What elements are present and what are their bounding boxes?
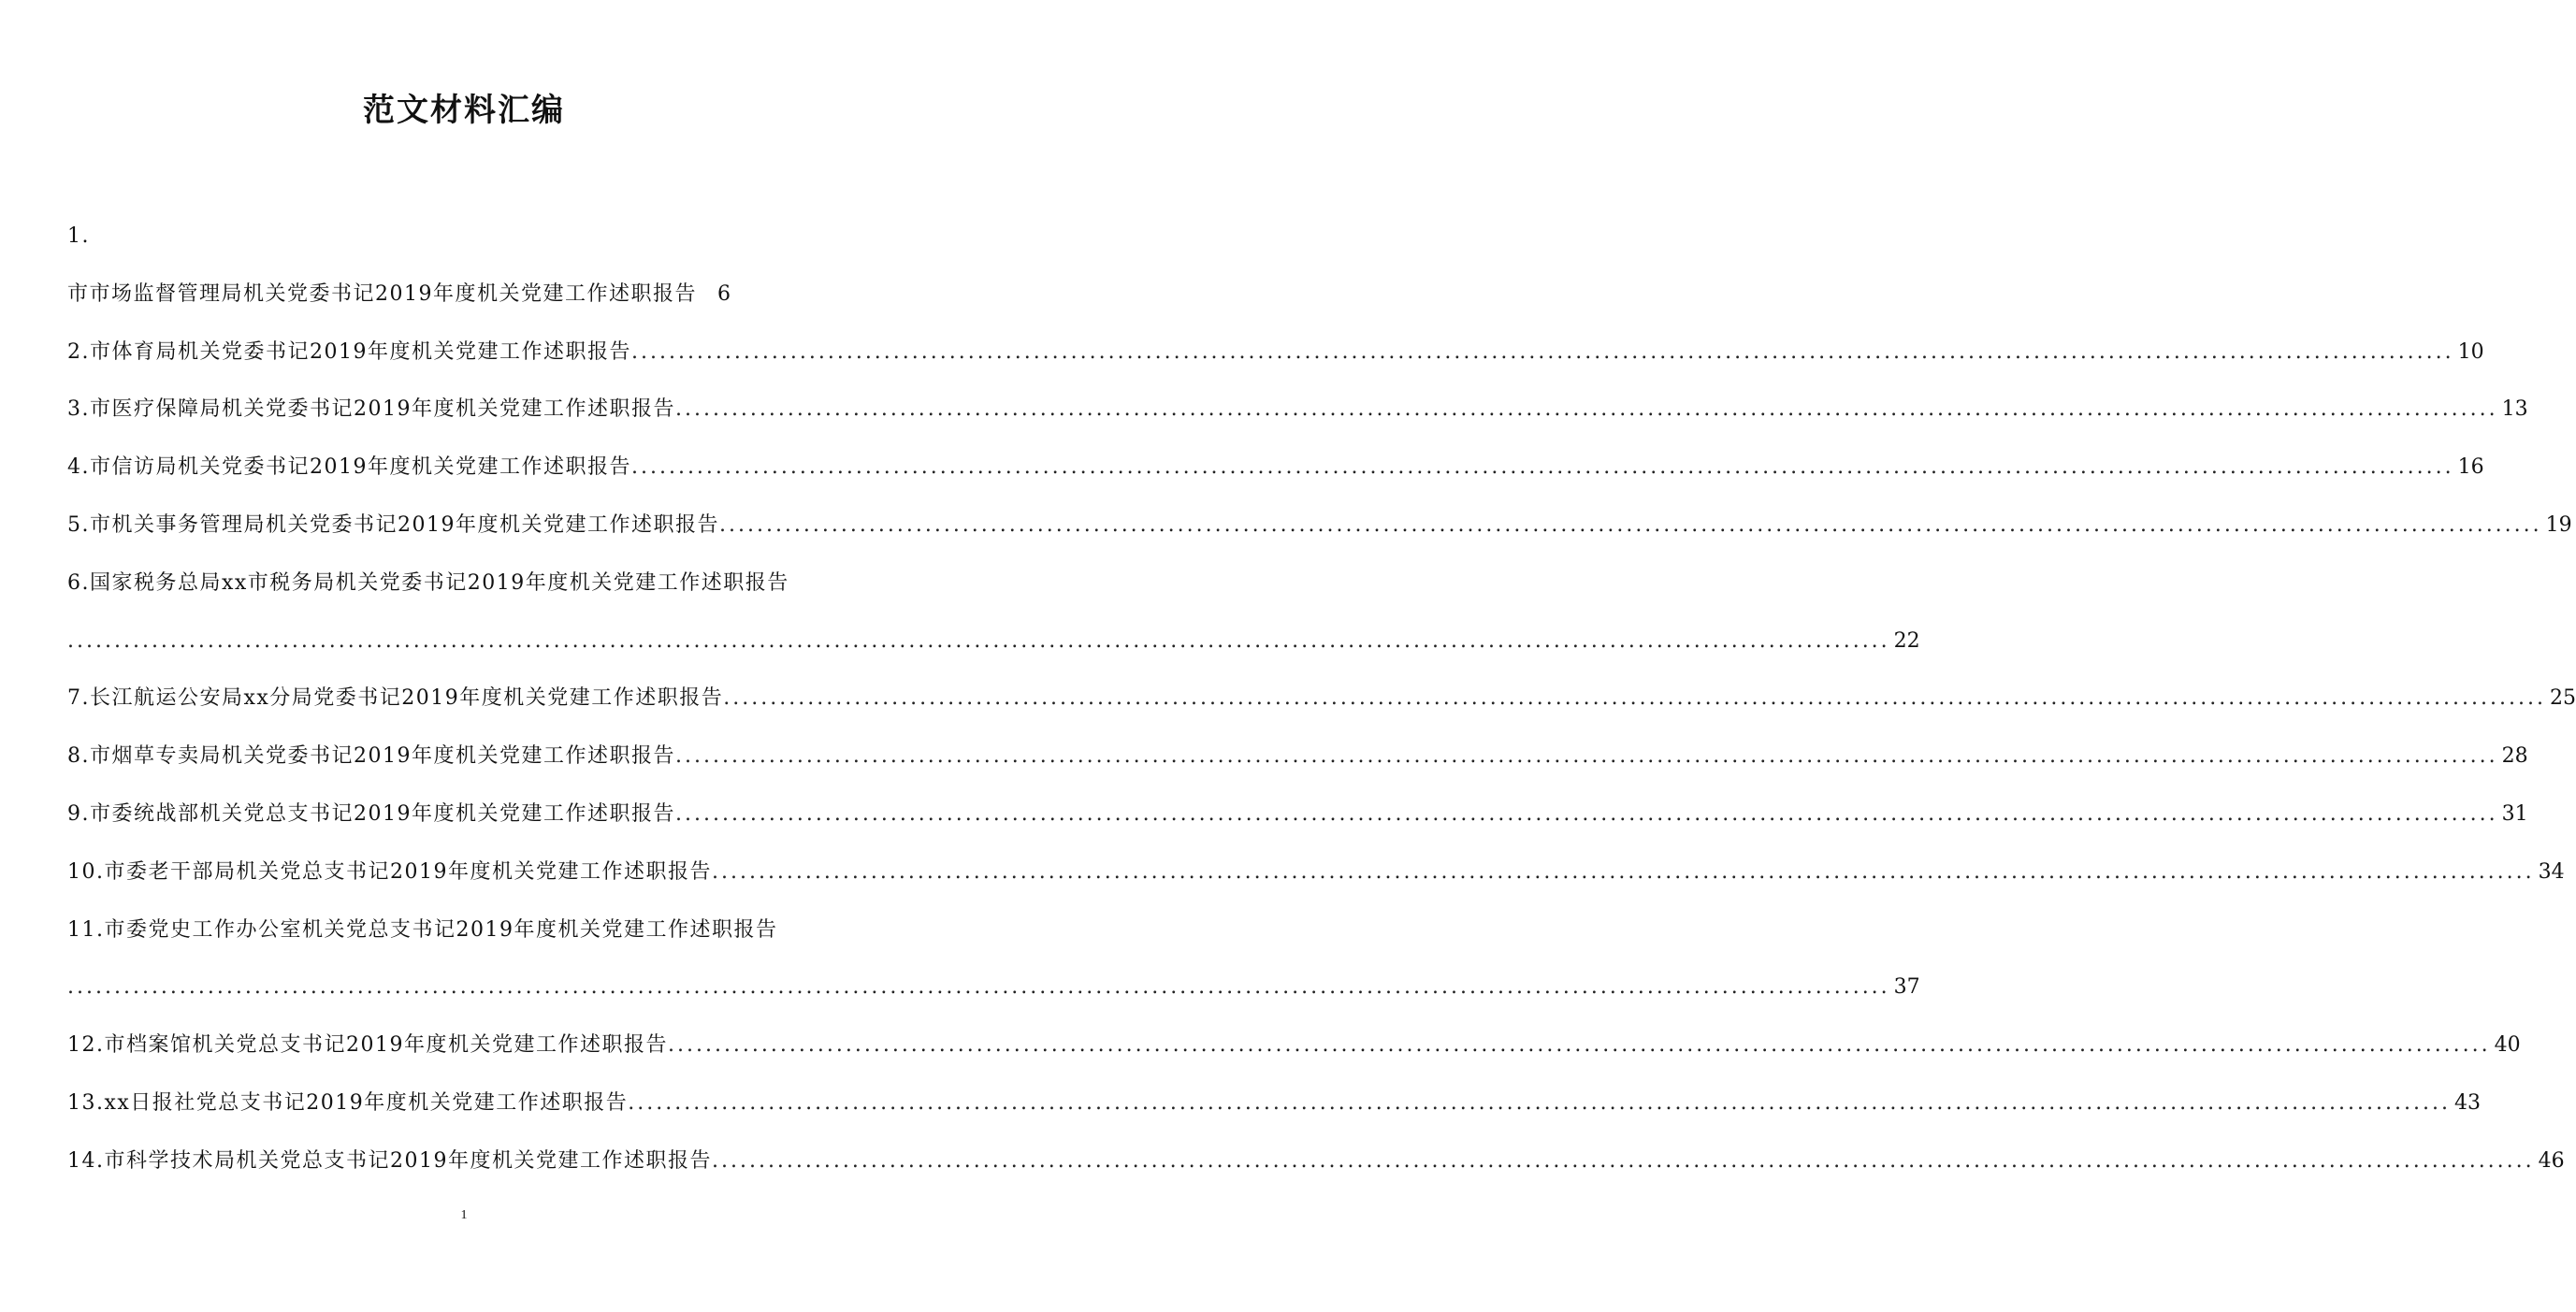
toc-entry-13[interactable] <box>67 1074 2481 1132</box>
toc-entry-2[interactable] <box>67 324 2484 382</box>
dot-leader: ................................................................................................................................................................................................... <box>67 628 1890 653</box>
toc-entry-page: 16 <box>2457 455 2484 480</box>
toc-entry-page: 13 <box>2501 397 2528 422</box>
toc-entry-page: 46 <box>2538 1148 2565 1173</box>
toc-entry-title: 3.市医疗保障局机关党委书记2019年度机关党建工作述职报告 <box>67 397 675 422</box>
dot-leader: ................................................................................................................................................................................................... <box>67 975 1890 1000</box>
toc-entry-1-number-line[interactable] <box>67 208 883 266</box>
toc-entry-title: 5.市机关事务管理局机关党委书记2019年度机关党建工作述职报告 <box>67 512 719 537</box>
toc-entry-5[interactable] <box>67 497 2572 555</box>
toc-entry-14[interactable] <box>67 1132 2565 1190</box>
toc-entry-11-leader-line[interactable] <box>67 959 1920 1016</box>
toc-entry-1[interactable] <box>67 266 883 324</box>
toc-entry-page: 22 <box>1893 628 1920 653</box>
dot-leader: ................................................................................................................................................................................................... <box>674 801 2498 826</box>
toc-entry-page: 43 <box>2453 1090 2481 1115</box>
dot-leader: ................................................................................................................................................................................................... <box>630 455 2454 480</box>
toc-entry-9[interactable] <box>67 786 2528 843</box>
toc-entry-title: 2.市体育局机关党委书记2019年度机关党建工作述职报告 <box>67 339 631 364</box>
table-of-contents <box>67 208 2576 1190</box>
toc-entry-8[interactable] <box>67 728 2528 786</box>
dot-leader: ................................................................................................................................................................................................... <box>667 1033 2491 1058</box>
toc-entry-title: 6.国家税务总局xx市税务局机关党委书记2019年度机关党建工作述职报告 <box>67 570 789 595</box>
toc-entry-7[interactable] <box>67 670 2576 728</box>
document-title: 范文材料汇编 <box>363 92 565 129</box>
toc-entry-4[interactable] <box>67 439 2484 497</box>
toc-entry-title: 7.长江航运公安局xx分局党委书记2019年度机关党建工作述职报告 <box>67 686 724 711</box>
toc-entry-page: 6 <box>717 281 731 306</box>
toc-entry-6[interactable] <box>67 555 883 613</box>
dot-leader: ................................................................................................................................................................................................... <box>674 744 2498 769</box>
toc-entry-page: 19 <box>2545 512 2572 537</box>
toc-entry-title: 12.市档案馆机关党总支书记2019年度机关党建工作述职报告 <box>67 1033 668 1058</box>
toc-entry-6-leader-line[interactable] <box>67 613 1920 670</box>
toc-entry-title: 14.市科学技术局机关党总支书记2019年度机关党建工作述职报告 <box>67 1148 712 1173</box>
dot-leader: ................................................................................................................................................................................................... <box>723 686 2546 711</box>
toc-entry-title: 11.市委党史工作办公室机关党总支书记2019年度机关党建工作述职报告 <box>67 917 778 942</box>
page-number: 1 <box>460 1208 468 1222</box>
dot-leader: ................................................................................................................................................................................................... <box>711 859 2535 884</box>
toc-entry-12[interactable] <box>67 1016 2521 1074</box>
toc-entry-number: 1. <box>67 224 90 248</box>
toc-entry-title: 10.市委老干部局机关党总支书记2019年度机关党建工作述职报告 <box>67 859 712 884</box>
toc-entry-title: 9.市委统战部机关党总支书记2019年度机关党建工作述职报告 <box>67 801 675 826</box>
dot-leader: ................................................................................................................................................................................................... <box>711 1148 2535 1173</box>
toc-entry-title: 8.市烟草专卖局机关党委书记2019年度机关党建工作述职报告 <box>67 744 675 769</box>
dot-leader: ................................................................................................................................................................................................... <box>674 397 2498 422</box>
toc-entry-page: 10 <box>2457 339 2484 364</box>
dot-leader: ................................................................................................................................................................................................... <box>630 339 2454 364</box>
toc-entry-page: 25 <box>2549 686 2576 711</box>
toc-entry-page: 31 <box>2501 801 2528 826</box>
toc-entry-11[interactable] <box>67 901 883 959</box>
toc-entry-10[interactable] <box>67 843 2565 901</box>
toc-entry-page: 40 <box>2494 1033 2521 1058</box>
dot-leader: ................................................................................................................................................................................................... <box>628 1090 2451 1115</box>
toc-entry-page: 28 <box>2501 744 2528 769</box>
dot-leader: ................................................................................................................................................................................................... <box>718 512 2542 537</box>
toc-entry-page: 37 <box>1893 975 1920 1000</box>
toc-entry-title: 市市场监督管理局机关党委书记2019年度机关党建工作述职报告 <box>67 281 697 306</box>
toc-entry-title: 13.xx日报社党总支书记2019年度机关党建工作述职报告 <box>67 1090 629 1115</box>
toc-entry-title: 4.市信访局机关党委书记2019年度机关党建工作述职报告 <box>67 455 631 480</box>
toc-entry-page: 34 <box>2538 859 2565 884</box>
toc-entry-3[interactable] <box>67 381 2528 439</box>
